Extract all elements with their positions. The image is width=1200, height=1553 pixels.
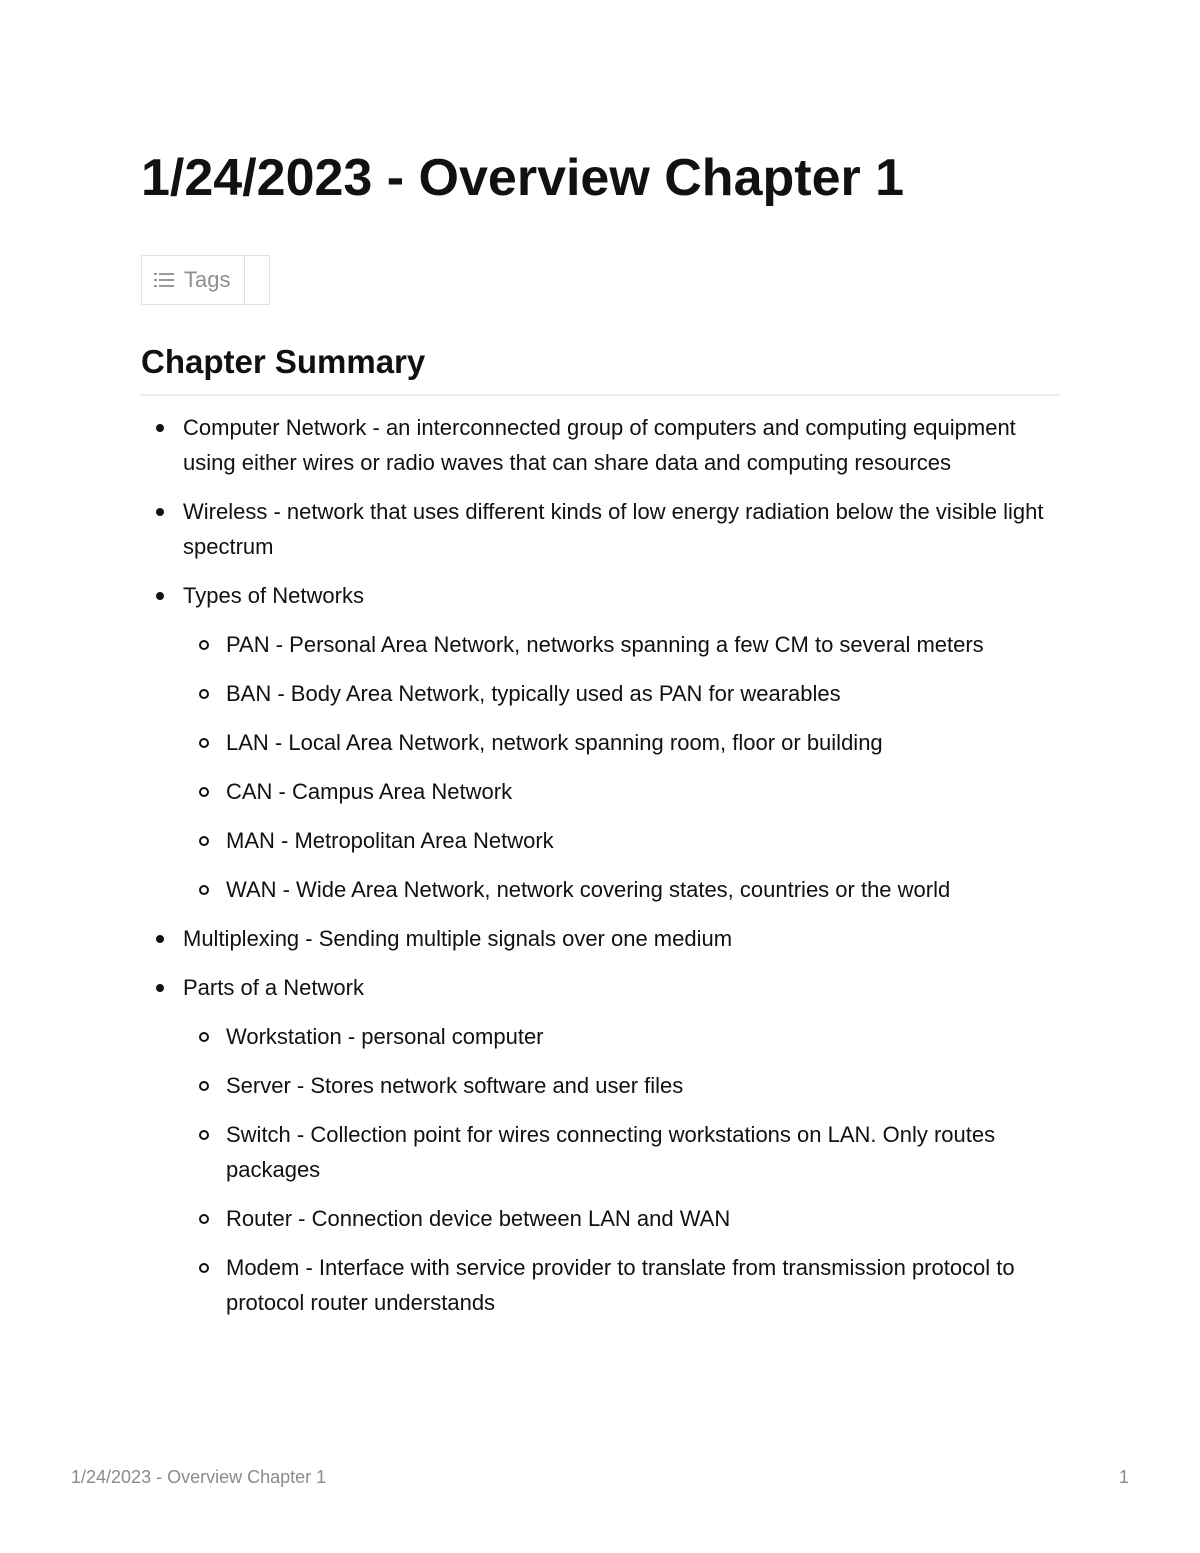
nested-list-item-text: Switch - Collection point for wires connecting workstations on LAN. Only routes packages bbox=[226, 1122, 996, 1182]
tags-property-label bbox=[142, 256, 245, 304]
bullet-circle bbox=[199, 738, 209, 748]
nested-list-item-text: Workstation - personal computer bbox=[226, 1024, 544, 1049]
tags-label-text: Tags bbox=[184, 267, 231, 292]
bullet-dot bbox=[156, 424, 164, 432]
bullet-circle bbox=[199, 836, 209, 846]
nested-list-item-text: CAN - Campus Area Network bbox=[226, 779, 513, 804]
bullet-dot bbox=[156, 935, 164, 943]
list-item-text: Types of Networks bbox=[183, 583, 364, 608]
nested-list-item-text: Modem - Interface with service provider to translate from transmission protocol to protocol router understands bbox=[226, 1255, 1015, 1315]
bullet-circle bbox=[199, 1081, 209, 1091]
nested-list-item-text: MAN - Metropolitan Area Network bbox=[226, 828, 554, 853]
bullet-circle bbox=[199, 885, 209, 895]
bullet-dot bbox=[156, 592, 164, 600]
section-heading: Chapter Summary bbox=[141, 340, 1059, 396]
nested-list-item bbox=[183, 1019, 1059, 1054]
nested-list-item bbox=[183, 823, 1059, 858]
nested-list-item-text: PAN - Personal Area Network, networks spanning a few CM to several meters bbox=[226, 632, 984, 657]
footer-page-number: 1 bbox=[1118, 1467, 1129, 1487]
nested-list-item-text: BAN - Body Area Network, typically used as PAN for wearables bbox=[226, 681, 841, 706]
bullet-dot bbox=[156, 508, 164, 516]
notes-list-container bbox=[141, 410, 1059, 1334]
nested-list bbox=[183, 1019, 1059, 1320]
list-item-text: Multiplexing - Sending multiple signals over one medium bbox=[183, 926, 733, 951]
list-item bbox=[141, 921, 1059, 956]
nested-list-item-text: Router - Connection device between LAN and WAN bbox=[226, 1206, 731, 1231]
nested-list-item bbox=[183, 676, 1059, 711]
list-item bbox=[141, 410, 1059, 480]
bullet-circle bbox=[199, 1130, 209, 1140]
bullet-circle bbox=[199, 640, 209, 650]
list-item bbox=[141, 970, 1059, 1320]
nested-list-item bbox=[183, 1117, 1059, 1187]
list-item-text: Computer Network - an interconnected group of computers and computing equipment using either wires or radio waves that can share data and computing resources bbox=[183, 415, 1016, 475]
nested-list-item bbox=[183, 1068, 1059, 1103]
list-item bbox=[141, 578, 1059, 907]
bullet-circle bbox=[199, 787, 209, 797]
nested-list-item-text: WAN - Wide Area Network, network covering states, countries or the world bbox=[226, 877, 951, 902]
footer-title: 1/24/2023 - Overview Chapter 1 bbox=[71, 1467, 327, 1487]
nested-list-item bbox=[183, 774, 1059, 809]
bullet-circle bbox=[199, 1214, 209, 1224]
bullet-circle bbox=[199, 689, 209, 699]
bullet-circle bbox=[199, 1032, 209, 1042]
nested-list-item-text: LAN - Local Area Network, network spanning room, floor or building bbox=[226, 730, 883, 755]
bullet-dot bbox=[156, 984, 164, 992]
tags-value[interactable] bbox=[245, 256, 269, 304]
nested-list-item bbox=[183, 725, 1059, 760]
list-icon bbox=[154, 273, 174, 287]
nested-list-item bbox=[183, 872, 1059, 907]
bulleted-list bbox=[141, 410, 1059, 1320]
bullet-circle bbox=[199, 1263, 209, 1273]
page-title: 1/24/2023 - Overview Chapter 1 bbox=[141, 149, 905, 207]
nested-list-item bbox=[183, 627, 1059, 662]
nested-list bbox=[183, 627, 1059, 907]
list-item bbox=[141, 494, 1059, 564]
nested-list-item bbox=[183, 1250, 1059, 1320]
list-item-text: Wireless - network that uses different kinds of low energy radiation below the visible light spectrum bbox=[183, 499, 1044, 559]
tags-property bbox=[141, 255, 270, 305]
list-item-text: Parts of a Network bbox=[183, 975, 364, 1000]
nested-list-item-text: Server - Stores network software and user files bbox=[226, 1073, 684, 1098]
nested-list-item bbox=[183, 1201, 1059, 1236]
